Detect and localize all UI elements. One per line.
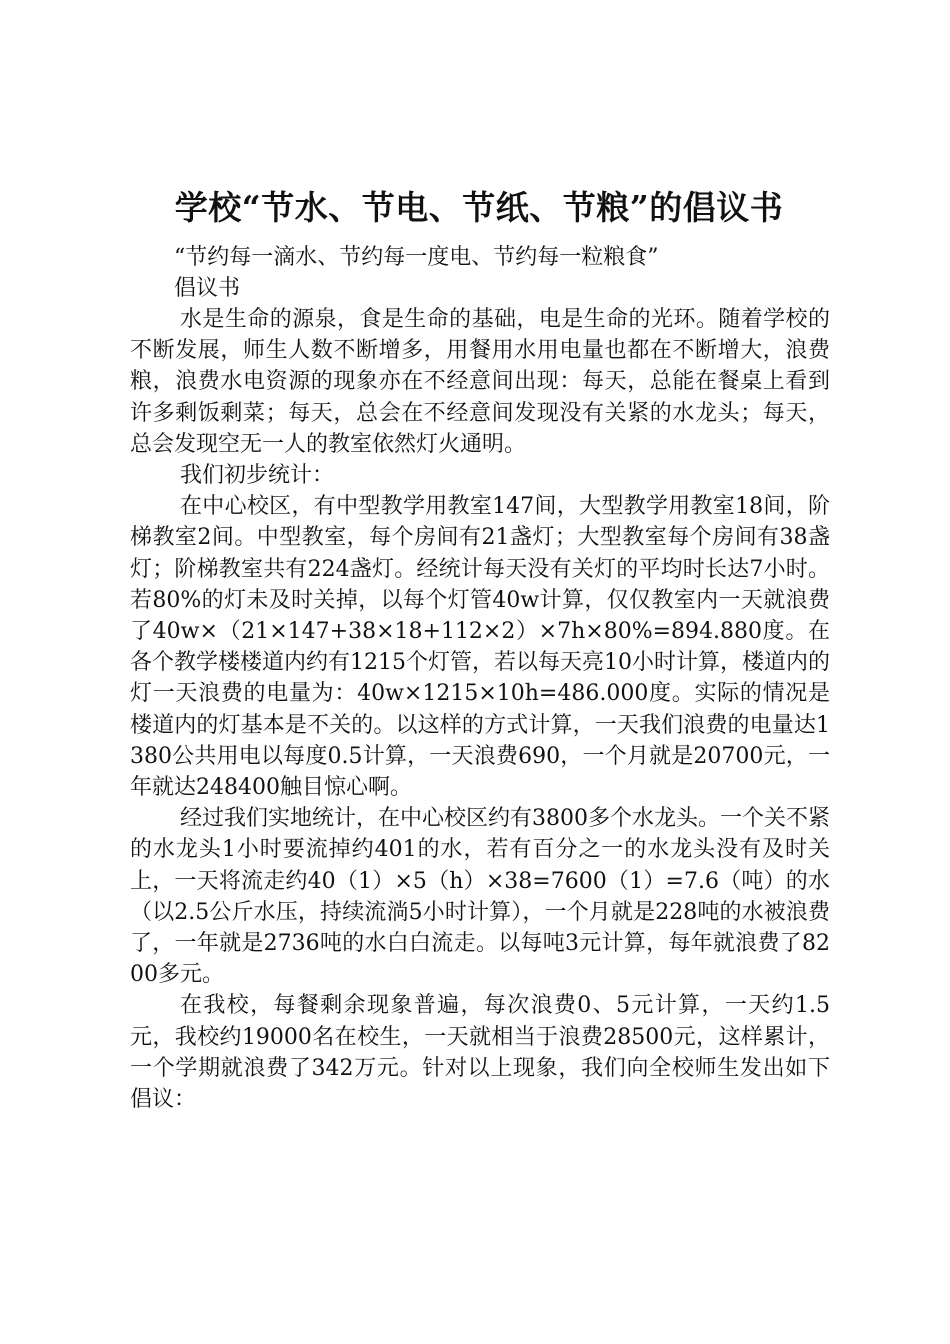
document-label: 倡议书 [174, 276, 241, 301]
paragraph-food: 在我校，每餐剩余现象普遍，每次浪费0、5元计算，一天约1.5元，我校约19000名在校生，一天就相当于浪费28500元，这样累计，一个学期就浪费了342万元。针对以上现象，我们向全校师生发出如下倡议： [130, 993, 830, 1113]
paragraph-intro: 水是生命的源泉，食是生命的基础，电是生命的光环。随着学校的不断发展，师生人数不断增多，用餐用水用电量也都在不断增大，浪费粮，浪费水电资源的现象亦在不经意间出现：每天，总能在餐桌上看到许多剩饭剩菜；每天，总会在不经意间发现没有关紧的水龙头；每天，总会发现空无一人的教室依然灯火通明。 [130, 307, 830, 457]
document-page [130, 188, 830, 1115]
document-subtitle: “节约每一滴水、节约每一度电、节约每一粒粮食” [174, 245, 659, 270]
paragraph-water: 经过我们实地统计，在中心校区约有3800多个水龙头。一个关不紧的水龙头1小时要流掉约401的水，若有百分之一的水龙头没有及时关上，一天将流走约40（1）×5（h）×38=7600（1）=7.6（吨）的水（以2.5公斤水压，持续流淌5小时计算），一个月就是228吨的水被浪费了，一年就是2736吨的水白白流走。以每吨3元计算，每年就浪费了8200多元。 [130, 806, 830, 988]
paragraph-stat-heading: 我们初步统计： [180, 463, 335, 489]
document-title: 学校“节水、节电、节纸、节粮”的倡议书 [174, 188, 784, 227]
paragraph-electricity: 在中心校区，有中型教学用教室147间，大型教学用教室18间，阶梯教室2间。中型教室，每个房间有21盏灯；大型教室每个房间有38盏灯；阶梯教室共有224盏灯。经统计每天没有关灯的平均时长达7小时。若80%的灯未及时关掉，以每个灯管40w计算，仅仅教室内一天就浪费了40w×（21×147+38×18+112×2）×7h×80%=894.880度。在各个教学楼楼道内约有1215个灯管，若以每天亮10小时计算，楼道内的灯一天浪费的电量为：40w×1215×10h=486.000度。实际的情况是楼道内的灯基本是不关的。以这样的方式计算，一天我们浪费的电量达1380公共用电以每度0.5计算，一天浪费690，一个月就是20700元，一年就达248400触目惊心啊。 [130, 494, 830, 801]
